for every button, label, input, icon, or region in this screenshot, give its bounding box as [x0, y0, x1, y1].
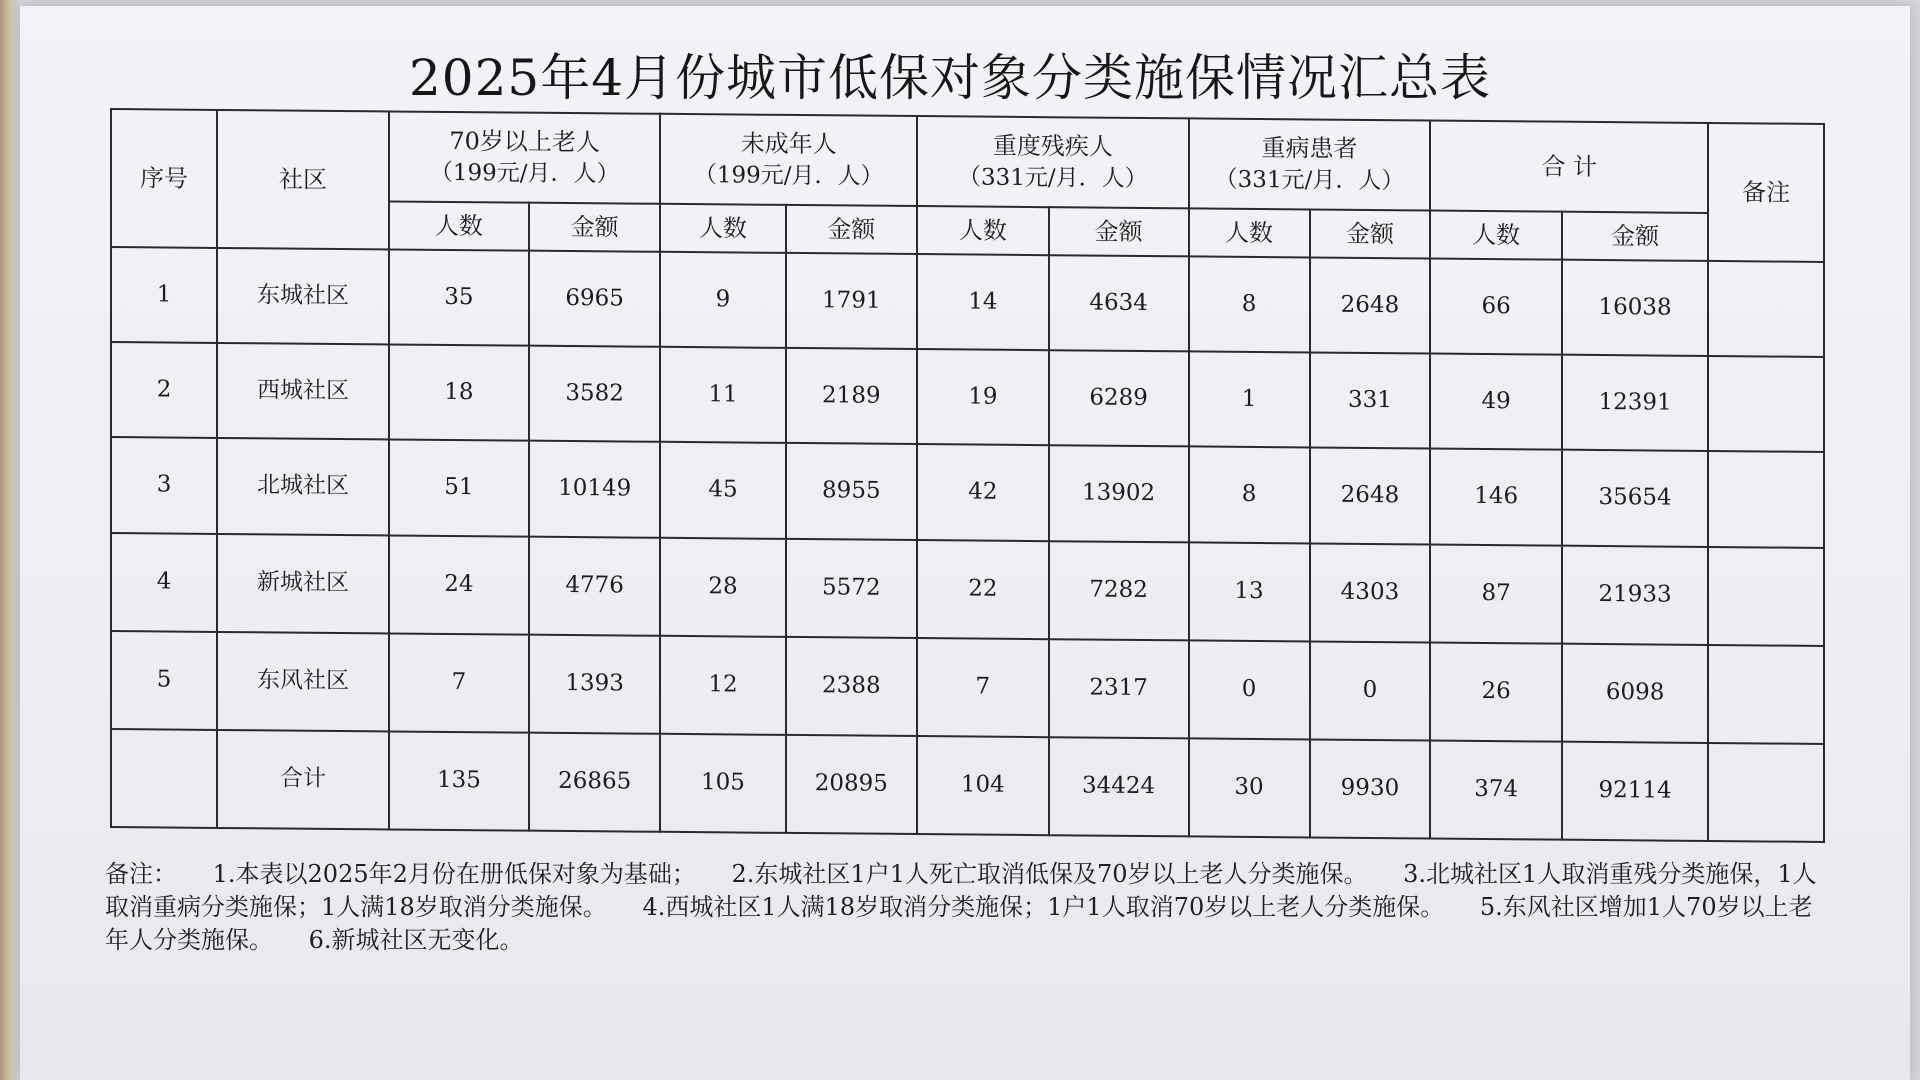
cell-seq: 5 — [111, 631, 217, 730]
cell-value: 8 — [1189, 446, 1310, 543]
cell-community: 新城社区 — [217, 534, 389, 633]
cell-value: 3582 — [529, 346, 661, 442]
header-amount: 金额 — [1310, 209, 1431, 258]
cell-value: 1 — [1189, 351, 1310, 447]
remark-item: 4.西城社区1人满18岁取消分类施保；1户1人取消70岁以上老人分类施保。 — [642, 893, 1445, 921]
table-row — [111, 437, 1824, 548]
cell-community: 东城社区 — [217, 248, 389, 344]
table-row — [111, 247, 1824, 357]
cell-community: 合计 — [217, 730, 389, 829]
cell-value: 28 — [660, 538, 785, 637]
cell-value: 49 — [1430, 354, 1562, 450]
cell-value: 34424 — [1049, 737, 1189, 836]
remark-item: 1.本表以2025年2月份在册低保对象为基础； — [212, 860, 696, 888]
group-name: 重病患者 — [1261, 134, 1358, 164]
table-row — [111, 533, 1824, 646]
cell-remark — [1708, 261, 1824, 357]
header-amount: 金额 — [529, 203, 661, 252]
cell-value: 4634 — [1049, 255, 1189, 351]
header-amount: 金额 — [1562, 212, 1708, 261]
header-group-disabled — [917, 116, 1189, 208]
cell-seq: 3 — [111, 437, 217, 534]
cell-value: 16038 — [1562, 260, 1708, 356]
header-people: 人数 — [1189, 208, 1310, 257]
cell-value: 35654 — [1562, 450, 1708, 547]
cell-value: 18 — [389, 344, 529, 440]
group-name: 重度残疾人 — [992, 131, 1113, 162]
header-people: 人数 — [660, 204, 785, 253]
group-unit: （331元/月．人） — [1214, 166, 1405, 194]
remark-item: 6.新城社区无变化。 — [308, 926, 524, 954]
cell-value: 7 — [389, 633, 529, 732]
header-remark: 备注 — [1708, 123, 1824, 262]
group-name: 合 计 — [1541, 152, 1598, 181]
header-group-elderly — [389, 111, 661, 203]
cell-value: 7282 — [1049, 541, 1189, 640]
cell-value: 66 — [1430, 259, 1562, 355]
cell-value: 12 — [660, 636, 785, 735]
cell-value: 6098 — [1562, 644, 1708, 743]
cell-value: 13 — [1189, 542, 1310, 641]
group-unit: （331元/月．人） — [958, 164, 1148, 192]
cell-community: 北城社区 — [217, 438, 389, 535]
cell-value: 30 — [1189, 738, 1310, 837]
cell-value: 26865 — [529, 733, 661, 832]
cell-value: 20895 — [786, 735, 918, 834]
cell-value: 14 — [917, 254, 1049, 350]
cell-remark — [1708, 451, 1824, 548]
cell-value: 5572 — [786, 539, 918, 638]
header-community: 社区 — [217, 110, 389, 249]
cell-value: 146 — [1430, 449, 1562, 546]
header-seq: 序号 — [111, 109, 217, 248]
cell-value: 42 — [917, 444, 1049, 541]
cell-value: 13902 — [1049, 445, 1189, 542]
cell-value: 11 — [660, 347, 785, 443]
remarks-section — [105, 858, 1835, 957]
group-unit: （199元/月．人） — [693, 161, 884, 190]
header-people: 人数 — [389, 201, 529, 250]
cell-community: 东风社区 — [217, 632, 389, 731]
header-group-total — [1430, 121, 1708, 213]
table-row — [111, 631, 1824, 744]
cell-remark — [1708, 356, 1824, 452]
cell-value: 6289 — [1049, 350, 1189, 446]
cell-value: 51 — [389, 439, 529, 536]
total-row — [111, 729, 1824, 842]
cell-value: 2189 — [786, 348, 918, 444]
cell-value: 331 — [1310, 352, 1431, 448]
cell-remark — [1708, 743, 1824, 842]
cell-community: 西城社区 — [217, 343, 389, 439]
cell-value: 45 — [660, 442, 785, 539]
cell-value: 19 — [917, 349, 1049, 445]
cell-value: 21933 — [1562, 546, 1708, 645]
cell-value: 2648 — [1310, 447, 1431, 544]
remark-item: 3.北城社区1人取消重残分类施保，1人取消重病分类施保；1人满18岁取消分类施保。 — [105, 860, 1817, 921]
header-amount: 金额 — [1049, 207, 1189, 256]
page-edge — [0, 0, 20, 1080]
cell-value: 7 — [917, 638, 1049, 737]
cell-value: 92114 — [1562, 742, 1708, 841]
cell-value: 4776 — [529, 537, 661, 636]
cell-value: 8 — [1189, 256, 1310, 352]
remarks-label: 备注： — [105, 860, 177, 888]
cell-value: 2388 — [786, 637, 918, 736]
cell-value: 6965 — [529, 251, 661, 347]
cell-seq: 2 — [111, 342, 217, 438]
cell-value: 4303 — [1310, 543, 1431, 642]
cell-remark — [1708, 547, 1824, 646]
cell-remark — [1708, 645, 1824, 744]
header-people: 人数 — [917, 206, 1049, 255]
cell-value: 26 — [1430, 643, 1562, 742]
group-name: 70岁以上老人 — [449, 127, 600, 157]
cell-seq: 4 — [111, 533, 217, 632]
cell-value: 10149 — [529, 441, 661, 538]
summary-table — [110, 108, 1825, 843]
cell-value: 0 — [1310, 641, 1431, 740]
header-people: 人数 — [1430, 211, 1562, 260]
cell-value: 87 — [1430, 545, 1562, 644]
cell-value: 1791 — [786, 253, 918, 349]
cell-value: 135 — [389, 731, 529, 830]
cell-value: 0 — [1189, 640, 1310, 739]
cell-value: 374 — [1430, 741, 1562, 840]
cell-value: 2317 — [1049, 639, 1189, 738]
cell-value: 8955 — [786, 443, 918, 540]
cell-seq: 1 — [111, 247, 217, 343]
cell-value: 9 — [660, 252, 785, 348]
cell-seq — [111, 729, 217, 828]
group-unit: （199元/月．人） — [429, 159, 620, 188]
cell-value: 105 — [660, 734, 785, 833]
header-amount: 金额 — [786, 205, 918, 254]
remark-item: 2.东城社区1户1人死亡取消低保及70岁以上老人分类施保。 — [731, 860, 1368, 888]
cell-value: 2648 — [1310, 257, 1431, 353]
cell-value: 24 — [389, 535, 529, 634]
header-group-minors — [660, 114, 917, 206]
cell-value: 12391 — [1562, 355, 1708, 451]
document-title: 2025年4月份城市低保对象分类施保情况汇总表 — [408, 49, 1492, 107]
table-row — [111, 342, 1824, 452]
header-group-seriously-ill — [1189, 118, 1431, 210]
remark-item: 5.东风社区增加1人70岁以上老年人分类施保。 — [105, 893, 1813, 954]
cell-value: 35 — [389, 249, 529, 345]
cell-value: 9930 — [1310, 739, 1431, 838]
group-name: 未成年人 — [740, 129, 837, 159]
cell-value: 22 — [917, 540, 1049, 639]
cell-value: 104 — [917, 736, 1049, 835]
cell-value: 1393 — [529, 635, 661, 734]
